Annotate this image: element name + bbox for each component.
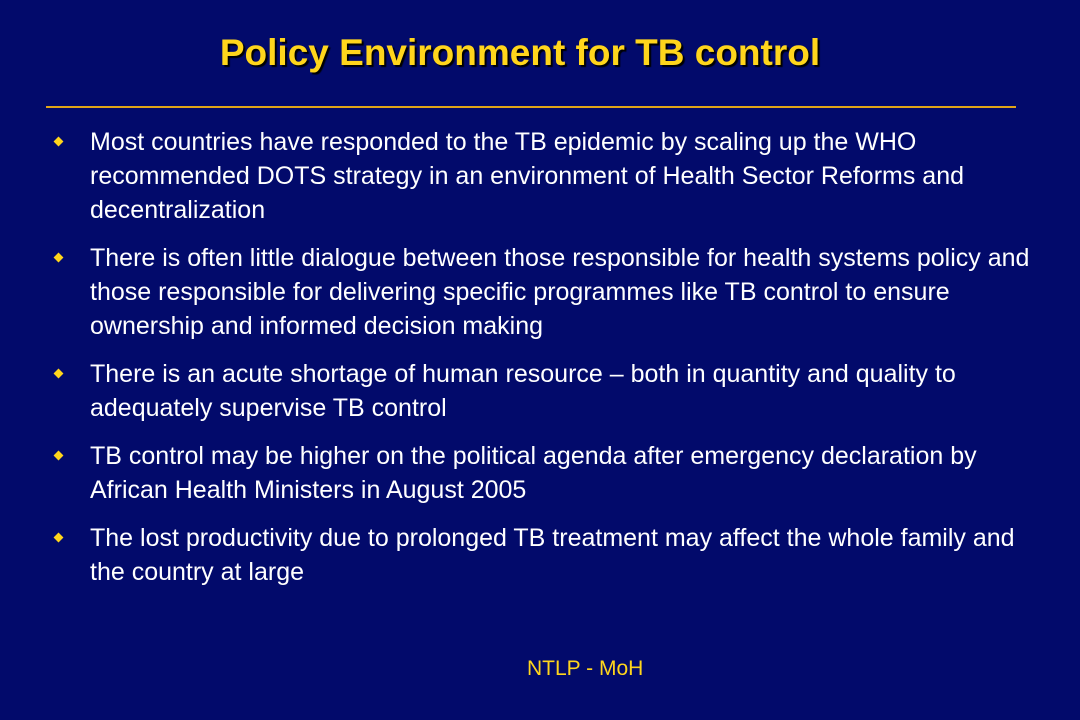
bullet-item: [52, 357, 1042, 425]
diamond-bullet-icon: [54, 253, 64, 263]
slide-title: Policy Environment for TB control: [219, 32, 821, 73]
bullet-item: [52, 521, 1042, 589]
diamond-bullet-icon: [54, 369, 64, 379]
footer-text: NTLP - MoH: [527, 657, 644, 680]
bullet-text: Most countries have responded to the TB epidemic by scaling up the WHO recommended DOTS strategy in an environment of Health Sector Reforms and decentralization: [90, 128, 965, 224]
bullet-text: There is often little dialogue between those responsible for health systems policy and those responsible for delivering specific programmes like TB control to ensure ownership and informed decision making: [90, 244, 1030, 340]
bullet-item: [52, 439, 1042, 507]
bullet-item: [52, 125, 1042, 227]
diamond-bullet-icon: [54, 137, 64, 147]
title-divider: [46, 106, 1016, 108]
bullet-text: There is an acute shortage of human resource – both in quantity and quality to adequately supervise TB control: [90, 360, 956, 422]
bullet-text: The lost productivity due to prolonged TB treatment may affect the whole family and the country at large: [90, 524, 1015, 586]
bullet-text: TB control may be higher on the political agenda after emergency declaration by African Health Ministers in August 2005: [90, 442, 977, 504]
diamond-bullet-icon: [54, 451, 64, 461]
bullet-list: [52, 125, 1042, 603]
bullet-item: [52, 241, 1042, 343]
diamond-bullet-icon: [54, 533, 64, 543]
